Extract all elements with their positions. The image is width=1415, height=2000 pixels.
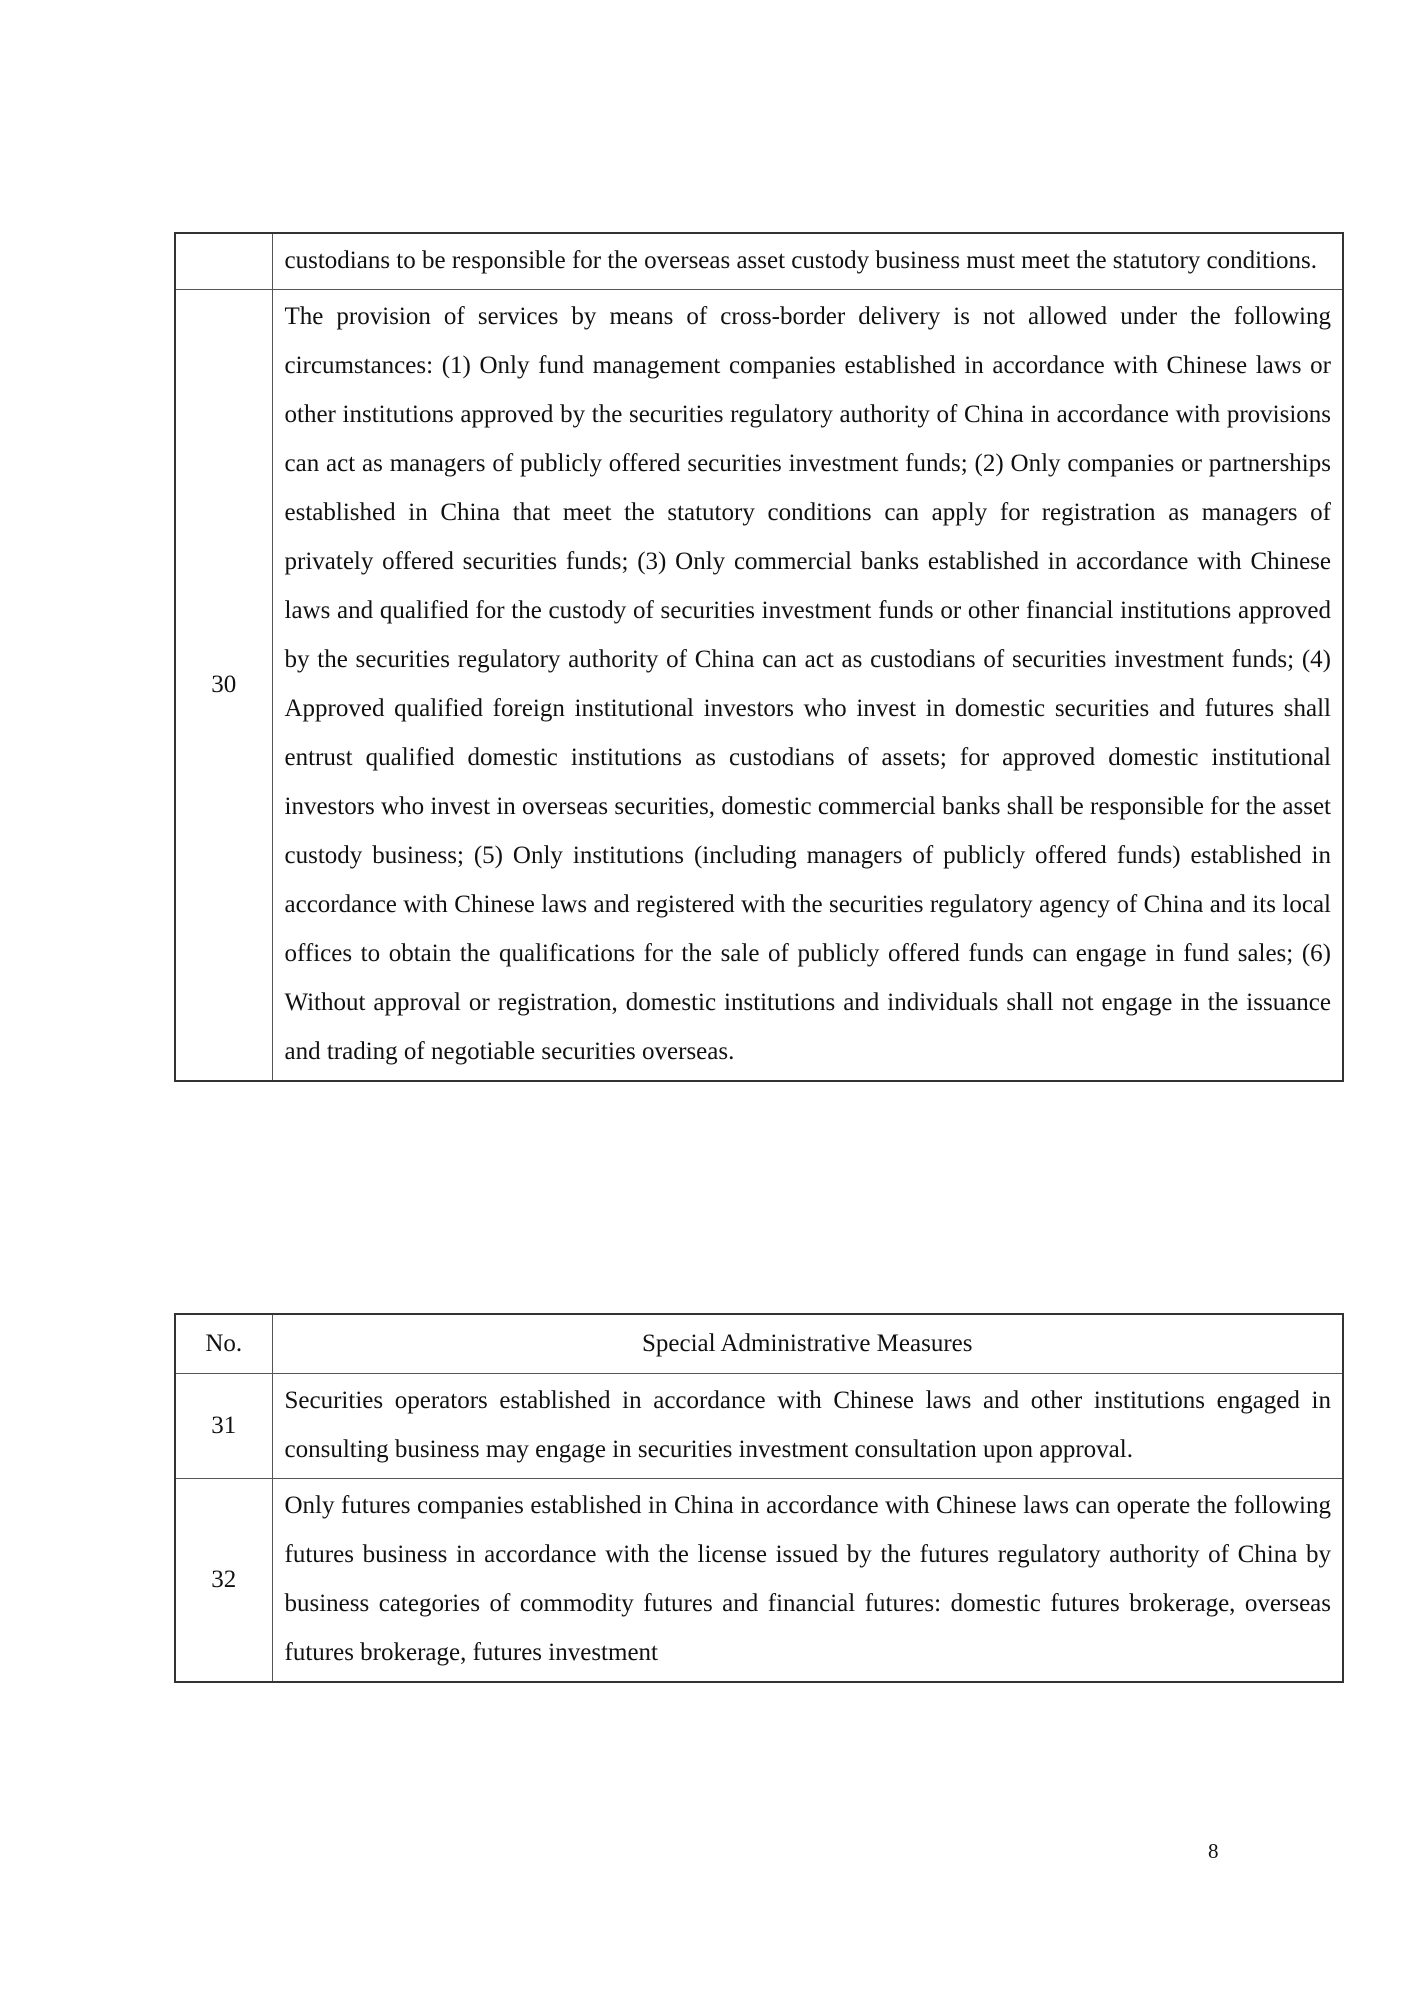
- measures-table-continued: [174, 232, 1344, 1082]
- row-number: 32: [175, 1479, 272, 1683]
- special-measures-table: [174, 1313, 1344, 1683]
- table-row: [175, 1479, 1343, 1683]
- table-row: [175, 233, 1343, 290]
- table-row: [175, 290, 1343, 1082]
- table-row: [175, 1374, 1343, 1479]
- row-number: 31: [175, 1374, 272, 1479]
- page-number: 8: [1208, 1839, 1219, 1863]
- measure-text: custodians to be responsible for the overseas asset custody business must meet the statutory conditions.: [272, 233, 1343, 290]
- table-header-row: [175, 1314, 1343, 1374]
- measure-text: Securities operators established in accordance with Chinese laws and other institutions engaged in consulting business may engage in securities investment consultation upon approval.: [272, 1374, 1343, 1479]
- measure-text: The provision of services by means of cross-border delivery is not allowed under the following circumstances: (1) Only fund management companies established in accordance with Chinese laws or other institutions approved by the securities regulatory authority of China in accordance with provisions can act as managers of publicly offered securities investment funds; (2) Only companies or partnerships established in China that meet the statutory conditions can apply for registration as managers of privately offered securities funds; (3) Only commercial banks established in accordance with Chinese laws and qualified for the custody of securities investment funds or other financial institutions approved by the securities regulatory authority of China can act as custodians of securities investment funds; (4) Approved qualified foreign institutional investors who invest in domestic securities and futures shall entrust qualified domestic institutions as custodians of assets; for approved domestic institutional investors who invest in overseas securities, domestic commercial banks shall be responsible for the asset custody business; (5) Only institutions (including managers of publicly offered funds) established in accordance with Chinese laws and registered with the securities regulatory agency of China and its local offices to obtain the qualifications for the sale of publicly offered funds can engage in fund sales; (6) Without approval or registration, domestic institutions and individuals shall not engage in the issuance and trading of negotiable securities overseas.: [272, 290, 1343, 1082]
- measure-text: Only futures companies established in China in accordance with Chinese laws can operate the following futures business in accordance with the license issued by the futures regulatory authority of China by business categories of commodity futures and financial futures: domestic futures brokerage, overseas futures brokerage, futures investment: [272, 1479, 1343, 1683]
- row-number: 30: [175, 290, 272, 1082]
- column-header-measures: Special Administrative Measures: [272, 1314, 1343, 1374]
- row-number: [175, 233, 272, 290]
- column-header-no: No.: [175, 1314, 272, 1374]
